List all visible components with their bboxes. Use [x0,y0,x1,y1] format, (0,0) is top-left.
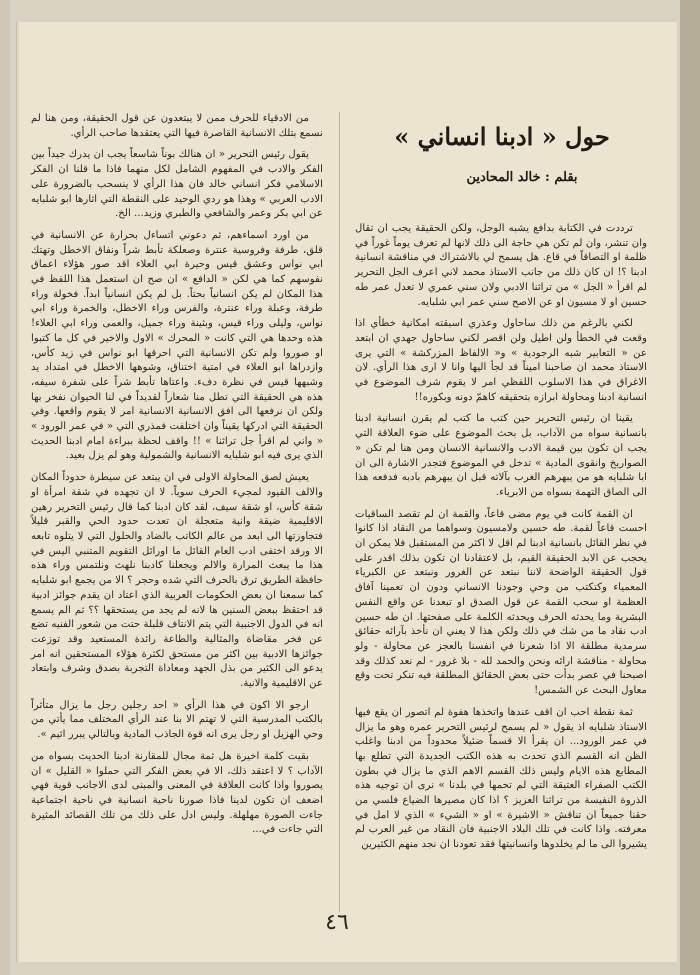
paragraph: ان القمة كانت في يوم مضى قاعاً، والقمة ان لم تقصد الساقيات احست قاعاً لقمة. طه حسين ولامسيون وسواهما من النقاد اذا كانوا في نظر القائل بانسانية ادبنا لم اقل لا اكثر من المستقبل فلا يمكن ان يحجب عن الابد الحقيقة القيم، بل لاعتقادنا ان تكون بذلك اقدر على قول الحقيقة الواضحة لاننا نبتعد عن الغرور ونبتعد عن الكبرياء المعمياء وكتكتب من وحي وجودنا الانساني ودون ان تعمينا آفاق العظمة او سحب القمة عن قول الصدق او تبعدنا عن واقع النفس البشرية وما يحدثه الحرف ويحدثه الكلمة على صفحتها. ان طه حسين ادب نقاد ما من شك في ذلك ولكن هذا لا يعني ان نأخذ بآرائه حقائق سرمدية مطلقة الا اذا شعرنا في انفسنا بالعجز عن محاولة - ولو محاولة - مناقشة ارائه ونحن والحمد لله - بلا غرور - لم نعد كذلك وقد اصبحنا في عصر بدأت حتى بعض الحقائق المطلقة فيه تنكر تحت وقع معاول البحث عن الشمس! [355,508,647,697]
paragraph: لكني بالرغم من ذلك ساحاول وعذري اسبقته امكانية خطأي اذا وقعت في الخطأ ولن اطيل ولن اقصر لكني ساحاول جهدي ان ابتعد عن « التعابير شبه الرجودية » و« الالفاظ المزركشة » التي يرى الاستاذ محمد ان صاحبنا اميناً قد لجأ اليها وانا لا ارى هذا الرأي. لان الاغراق في هذا الاسلوب اللفظي امر لا يقوم شرف الموضوع في انسانية ادبنا ومحاولة ابرازه بتحقيقه كاهمّ دونه وبكوره!! [355,318,647,403]
left-text-column [31,112,323,838]
paragraph: يقينا ان رئيس التحرير حين كتب ما كتب لم يقرن انسانية ادبنا بانسانية سواه من الآداب، بل بحث الموضوع على ضوء العلاقة التي يجب ان تكون بين قيمة الادب والانسانية الانسان ومن هنا لم تكن « الصواريخ وانقوى المادية » تدخل في الموضوع فتجدر الاشارة الى ان ابا شلبايه هو من يبهرهم الغرب بآلاته قبل ان يبهرهم بادبه فدفعه هذا الى الصاق التهمة بسواه من الابرياء. [355,413,647,498]
paragraph: من الادقياء للحرف ممن لا يبتعدون عن قول الحقيقة، ومن هنا لم نسمع بتلك الانسانية القاصرة فيها التي يعتقدها صاحب الرأي. [31,113,323,139]
paragraph: ارجو الا اكون في هذا الرأي « احد رجلين رجل ما يزال متأثراً بالكتب المدرسية التي لا تهتم الا بنا عند الرأي المختلف مما يأتي من وحي الهزيل او رجل يرى انه قوة الجاذب المادية وبالتالي يبرر اثيم ». [31,699,323,741]
column-divider [339,112,340,912]
paragraph: ثمة نقطة احب ان اقف عندها واتخذها هفوة لم اتصور ان يقع فيها الاستاذ شلبايه اذ يقول « لم يسمح لرئيس التحرير عمره وهو ما يزال في عمر الورود... ان يقرأ الا قسماً ضئيلاً محدوداً من ادبنا واغلب الظن انه القسم الذي تحدث به هذه الكتب الجديدة التي تطلع بها المطابع هذه الايام وليس ذلك القسم الاهم الذي ما يزال في بطون الكتب الصفراء العتيقة التي لم تحمها في بلدنا » نرى ان توجيه هذه الذروة النفيسة من تراثنا العزيز ؟ اذا كان مصيرها الضياع فلسي من حقنا جميعاً ان تناقش « الاشيرة » او « الشيء » الذي لا امل في معرفته. واذا كانت في تلك البلاد الاجنبية فان النقاد من غير العرب لم يشيروا الى ما لم يخلدوها وانسانيتها فقد تعودنا ان نجد منهم الكثيرين [355,706,647,851]
paragraph: ترددت في الكتابة بدافع يشبه الوجل، ولكن الحقيقة يجب ان تقال وان تنشر، وان لم تكن هي حاجة الى ذلك لانها لم تعرف يوماً غوراً في ظلمة او التصاقاً في قاع. هل يسمح لي بالاشتراك في مناقشة انسانية ادبنا ؟! ان كان ذلك من جانب الاستاذ محمد لاني اعرف الجل التحرير لم اقرأ « الجل » من تراثنا الادبي ولان سني عمري لا تعدل عمر طه حسين او لا مسيون او عن الاصح سني عمر ابي شلبايه. [355,223,647,308]
paragraph: من اورد اسماءهم، ثم دعوني اتساءل بحرارة عن الانسانية في قلق، طرفة وفروسية عنترة وصعلكة تأبط شراً ونفاق الاخطل وتهتك ابي نواس وعشق قيس وحيرة ابي العلاء اقد صور هؤلاء اعماق نفوسهم كما هي لكن « الدافع » ان صح ان استعمل هذا اللفظ في هذا المكان لم يكن انسانياً بحتاً. بل لم يكن انسانياً ابداً. فخولة وراء طرفة، وعبلة وراء عنترة، والفرس وراء الاخطل، والخمرة وراء ابي نواس، وليلى وراء قيس، وبثينة وراء جميل، والعمى وراء ابي العلاء! هذه وحدها هي التي كانت « المحرك » الاول والاخير في كل ما كتبوا او صوروا ولم تكن الانسانية التي احرقها ابو نواس في زيد كأس، وازدراها ابو العلاء في امتية اختناق، وشوهها الاخطل في امتداد يد وشبهها قيس في نظرة دفء. واعتاها تأبط شراً على شفرة سيفه، هذه هي الحقيقة التي تطل منا شعاراً لقديداً في لنا الحيوان نفخر بها ولكن ان نرفعها الى افق الانسانية الانسانية امر لا يقوم واقعها. وفي الحقيقة التي ادركها يقيناً وان اختلفت فمذري التي « في عمر الورود » « واني لم اقرأ جل تراثنا » !! واقف لحظة ببراءة امام ادبنا الحديث الذي يرى فيه ابو شلبايه الانسانية والشمولية وهو لم يزل بعيد. [31,229,323,462]
paragraph: يقول رئيس التحرير « ان هنالك بوناً شاسعاً يجب ان يدرك جيداً بين الفكر والادب في المفهوم الشامل لكل منهما فاذا ما قلنا ان الفكر الاسلامي فكر انساني خالد فان هذا الرأي لا ينسحب بالضرورة على الادب العربي » وهذا هو ردي الوحيد على النقطة التي اثارها ابو شلبايه عن ابي بكر وعمر والشافعي والطبري وزيد... الخ. [31,149,323,220]
page-number: ٤٦ [325,910,349,935]
magazine-page [16,22,677,962]
article-title: حول « ادبنا انساني » [394,122,610,151]
paragraph: يعيش لصق المحاولة الاولى في ان يبتعد عن سيطرة حدوداً المكان والالف القيود لمجيء الحرف سوياً. لا ان تجهده في شقة امرأة او شقة كأس، او شقة سيف، لقد كان ادبنا كما قال رئيس التحرير رهين الاقليمية ضيقة وانية متعجلة ان تعدت حدود الحي والقبر قليلاً فتجاوزتها الى ابعد من عالم الكاتب بالضاد والحلول التي لا يتلوه تابعه الا ورقد اختفى ادب العام القائل ما اورائل التقويم المتنبي اليس في هذا ما يبعث المرارة والالم ويجعلنا كادبنا نلهث ونلتمس وراء هذه حافظة الطريق ترق بالحرف التي شده وحجر ؟ الا من يجمع ابو شلبايه كما سمعنا ان بعض الحكومات العربية الذي اعتاد ان يقدم جوائز ادبية قد احتقظ ببعض السنين ها لانه لم يجد من يستحقها ؟؟ ثم الم يسمع انه في الدول الاجنبية التي يتم الانتاف قلبلة حتت من شعور الفنيه تضع عن فخر مقاضاة والمثالية والطاعة رائدة المستعيد وقد توزعت جوائزها الادبية بين اكثر من مستحق لكثرة هؤلاء المستحقين انه امر يدعو الى الكثير من بذل الجهد ومعاداة التجربة بصدق وشرف وابتعاد عن الاقليمية والانية. [31,472,323,690]
right-text-column [355,222,647,853]
page-right-edge [680,0,700,975]
page-binding-edge [0,0,10,975]
paragraph: بقيت كلمة اخيرة هل ثمة مجال للمقارنة ادبنا الحديث بسواه من الآداب ؟ لا اعتقد ذلك، الا في بعض الفكر التي حملوا « القليل » ان يصوروا واذا كانت العلاقة في المعنى والمبنى لدى الاجانب قوية فهي اضعف ان تكون لدينا فاذا صورنا ناحية انسانية في ناحية اجتماعية جاءت الصورة مهلهلة. وليس ادل على ذلك من تلك القصائد المثيرة التي جاءت في... [31,750,323,836]
article-author: بقلم : خالد المحادين [466,170,578,185]
